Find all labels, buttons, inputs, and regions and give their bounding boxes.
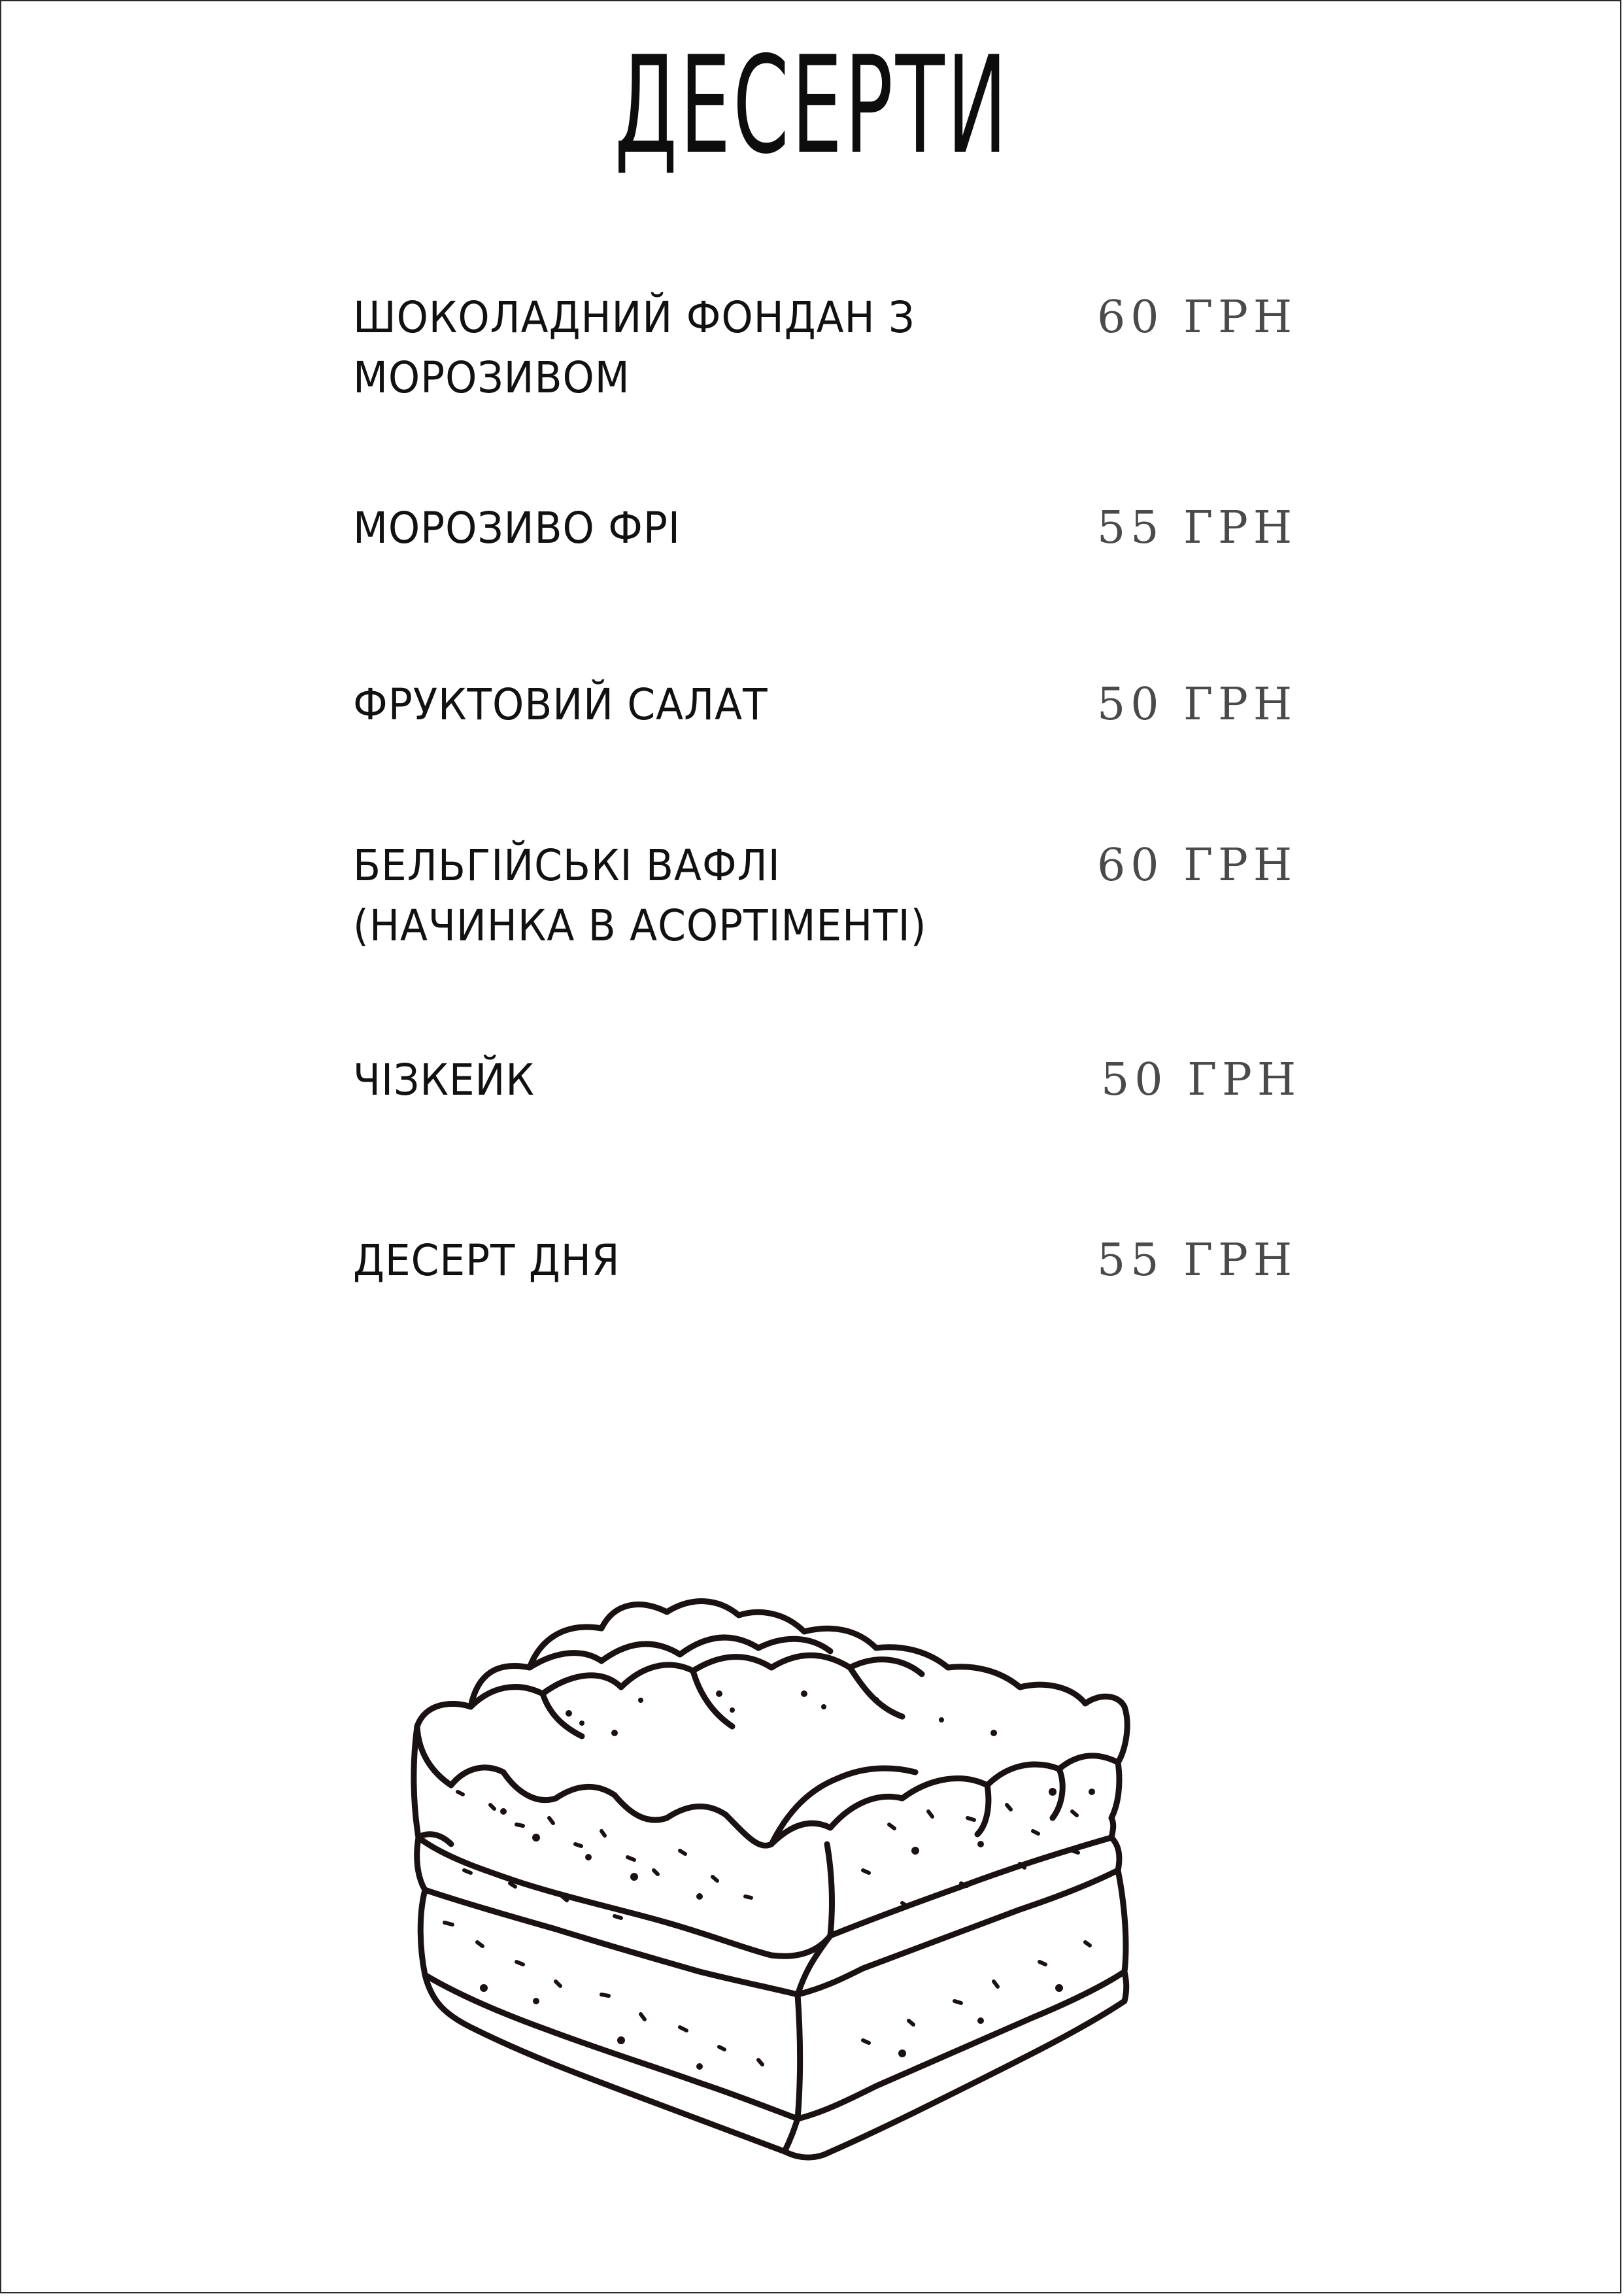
item-name [353,675,998,735]
item-price: 55 ГРН [1097,1235,1298,1286]
item-name [353,836,998,956]
item-price: 60 ГРН [1097,840,1298,891]
item-name-line: МОРОЗИВОМ [353,352,630,403]
item-price: 60 ГРН [1097,292,1298,343]
item-name-line: МОРОЗИВО ФРІ [353,503,681,553]
item-name-line: БЕЛЬГІЙСЬКІ ВАФЛІ [353,840,781,891]
item-name-line: ШОКОЛАДНИЙ ФОНДАН З [353,292,915,343]
item-price: 50 ГРН [1097,679,1298,730]
page-title: ДЕСЕРТИ [615,28,1009,184]
item-name [353,1050,998,1110]
tiramisu-cake-icon [405,1596,1216,2236]
item-name-line: ДЕСЕРТ ДНЯ [353,1235,620,1286]
item-name-line: (НАЧИНКА В АСОРТІМЕНТІ) [353,900,927,951]
item-price: 55 ГРН [1097,502,1298,554]
item-name-line: ФРУКТОВИЙ САЛАТ [353,679,768,730]
item-name-line: ЧІЗКЕЙК [353,1055,535,1105]
item-name [353,498,998,558]
item-name [353,288,998,408]
item-name [353,1231,998,1291]
item-price: 50 ГРН [1101,1054,1302,1106]
